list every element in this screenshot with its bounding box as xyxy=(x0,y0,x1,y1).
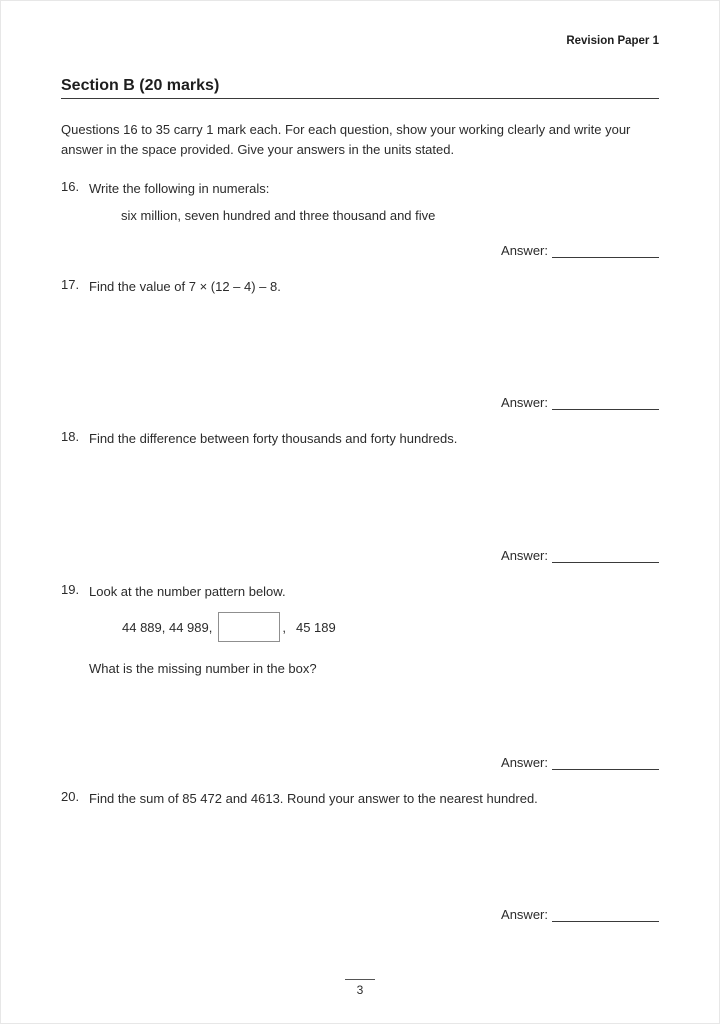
question-20 xyxy=(61,789,659,922)
question-20-row xyxy=(61,789,659,809)
page-header-row xyxy=(61,31,659,49)
question-16-numeral-phrase: six million, seven hundred and three thousand and five xyxy=(121,208,436,223)
pattern-numbers-before: 44 889, 44 989, xyxy=(122,619,213,635)
answer-blank-line xyxy=(552,907,659,922)
question-18-row xyxy=(61,429,659,449)
pattern-comma: , xyxy=(282,619,286,635)
footer-rule xyxy=(345,979,375,980)
working-space xyxy=(61,449,659,548)
question-19 xyxy=(61,582,659,770)
question-20-text: Find the sum of 85 472 and 4613. Round your answer to the nearest hundred. xyxy=(89,791,538,806)
pattern-number-last: 45 189 xyxy=(295,619,336,635)
missing-number-box xyxy=(218,612,280,642)
question-18-text: Find the difference between forty thousands and forty hundreds. xyxy=(89,431,458,446)
question-16-row xyxy=(61,179,659,199)
answer-blank-line xyxy=(552,755,659,770)
question-18-number: 18. xyxy=(61,429,80,444)
question-17-answer-row xyxy=(61,395,659,410)
question-19-row xyxy=(61,582,659,602)
answer-label: Answer: xyxy=(501,755,548,770)
question-20-number: 20. xyxy=(61,789,80,804)
working-space xyxy=(61,223,659,243)
answer-blank-line xyxy=(552,243,659,258)
section-instructions: Questions 16 to 35 carry 1 mark each. For each question, show your working clearly and write your answer in the space provided. Give your answers in the units stated. xyxy=(61,122,631,157)
answer-label: Answer: xyxy=(501,395,548,410)
answer-label: Answer: xyxy=(501,243,548,258)
working-space xyxy=(61,297,659,395)
question-18-answer-row xyxy=(61,548,659,563)
answer-blank-line xyxy=(552,395,659,410)
question-16 xyxy=(61,179,659,258)
question-18 xyxy=(61,429,659,563)
working-space xyxy=(61,809,659,907)
question-17-number: 17. xyxy=(61,277,80,292)
question-20-answer-row xyxy=(61,907,659,922)
number-pattern-row xyxy=(122,612,659,642)
document-title: Revision Paper 1 xyxy=(566,35,659,47)
question-17-row xyxy=(61,277,659,297)
section-heading: Section B (20 marks) xyxy=(61,77,659,99)
working-space xyxy=(61,676,659,755)
question-17 xyxy=(61,277,659,410)
answer-blank-line xyxy=(552,548,659,563)
question-19-answer-row xyxy=(61,755,659,770)
page-number: 3 xyxy=(356,983,364,997)
question-19-subquestion: What is the missing number in the box? xyxy=(89,661,317,676)
page-content xyxy=(1,1,719,922)
question-19-text: Look at the number pattern below. xyxy=(89,584,286,599)
answer-label: Answer: xyxy=(501,548,548,563)
question-17-text: Find the value of 7 × (12 – 4) – 8. xyxy=(89,279,281,294)
question-16-text: Write the following in numerals: xyxy=(89,181,270,196)
answer-label: Answer: xyxy=(501,907,548,922)
question-16-answer-row xyxy=(61,243,659,258)
question-19-number: 19. xyxy=(61,582,80,597)
page-footer xyxy=(1,979,719,997)
question-16-number: 16. xyxy=(61,179,80,194)
